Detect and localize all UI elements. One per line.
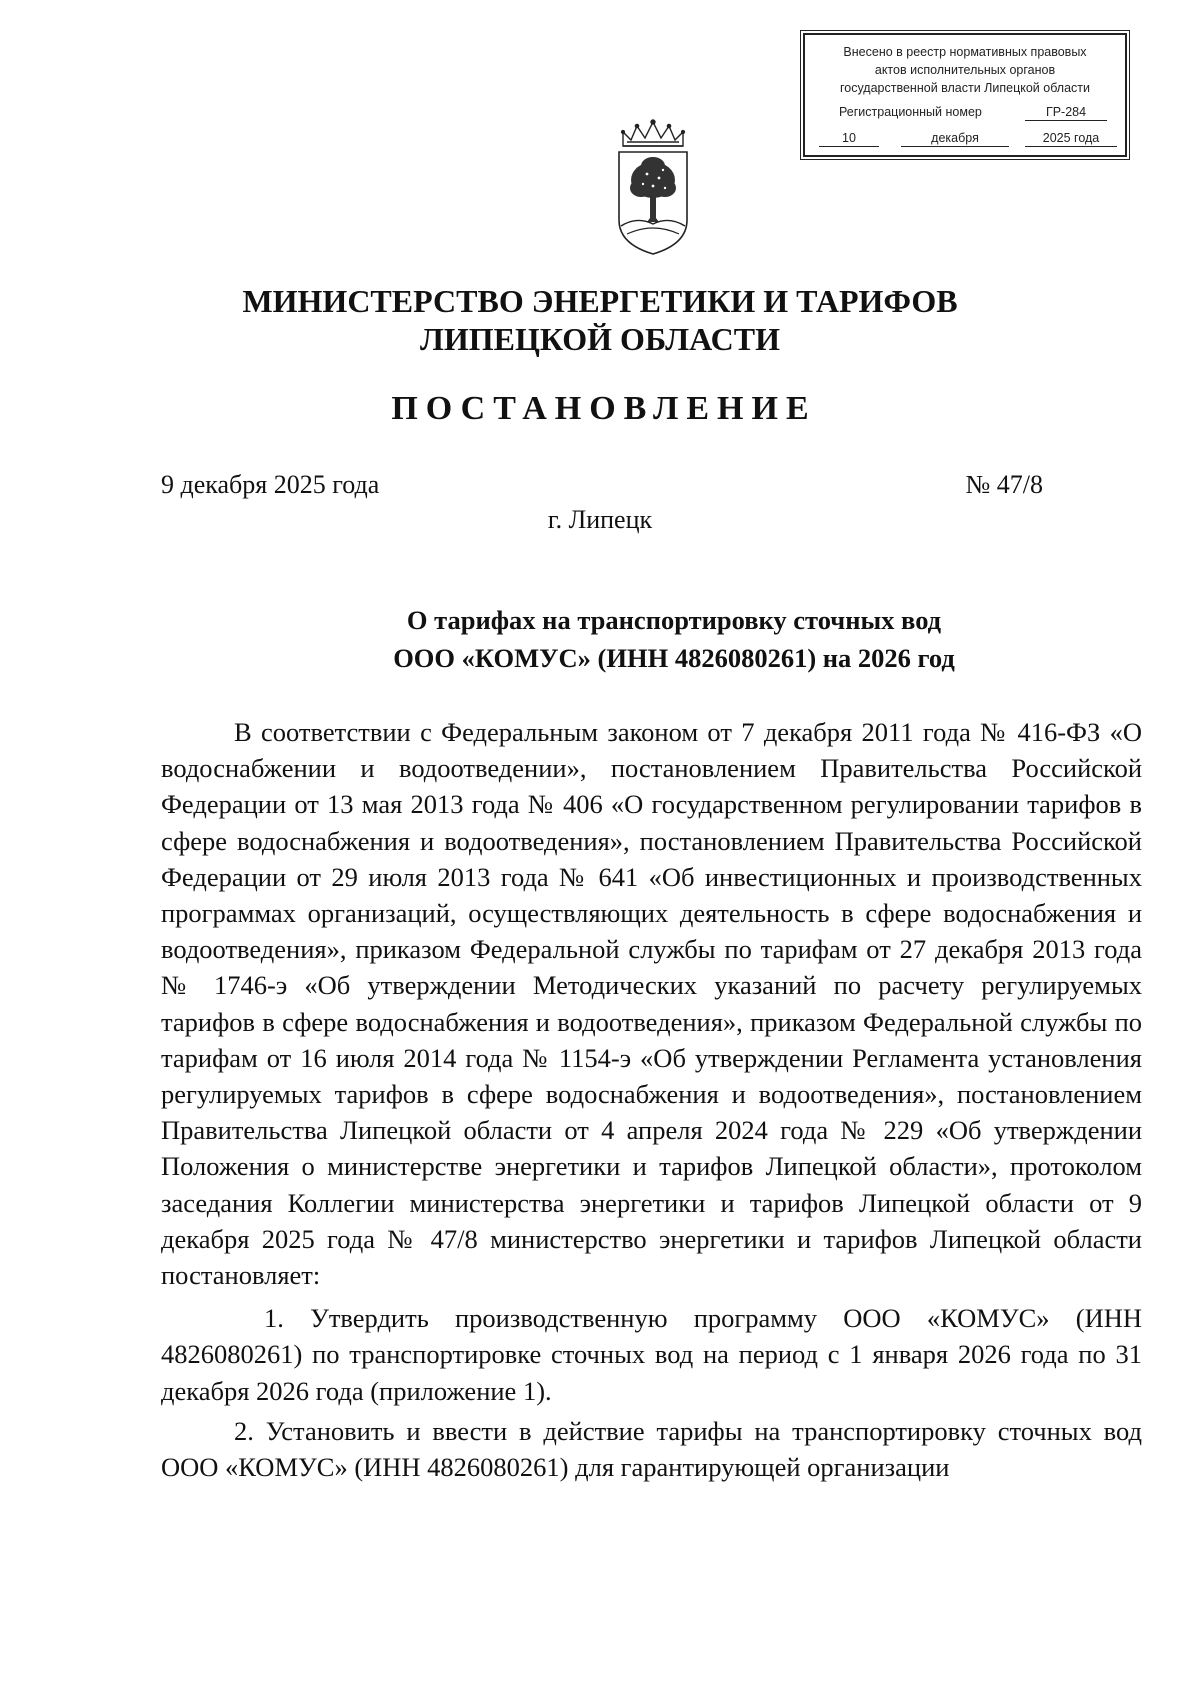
ministry-line-1: МИНИСТЕРСТВО ЭНЕРГЕТИКИ И ТАРИФОВ [242, 283, 958, 319]
coat-of-arms-icon [613, 118, 693, 258]
item-1-paragraph: 1. Утвердить производственную программу ООО «КОМУС» (ИНН 4826080261) по транспортировке сточных вод на период с 1 января 2026 года по 31 декабря 2026 года (приложение 1). [161, 1303, 1142, 1406]
stamp-line-3: государственной власти Липецкой области [839, 81, 1091, 95]
document-body [161, 714, 1142, 1485]
document-date: 9 декабря 2025 года [161, 470, 380, 499]
stamp-reg-label: Регистрационный номер [839, 105, 982, 119]
stamp-reg-number: ГР-284 [1025, 104, 1107, 121]
ministry-name [0, 282, 1200, 358]
ministry-line-2: ЛИПЕЦКОЙ ОБЛАСТИ [420, 321, 780, 357]
stamp-month: декабря [901, 130, 1009, 147]
document-city: г. Липецк [547, 505, 653, 534]
subject-line-1: О тарифах на транспортировку сточных вод [406, 605, 942, 635]
document-subject [160, 601, 1048, 677]
document-number: № 47/8 [965, 470, 1043, 499]
registry-stamp [803, 33, 1127, 157]
preamble-paragraph: В соответствии с Федеральным законом от 7 декабря 2011 года № 416-ФЗ «О водоснабжении и водоотведении», постановлением Правительства Российской Федерации от 13 мая 2013 года № 406 «О государственном регулировании тарифов в сфере водоснабжения и водоотведения», постановлением Правительства Российской Федерации от 29 июля 2013 года № 641 «Об инвестиционных и производственных программах организаций, осуществляющих деятельность в сфере водоснабжения и водоотведения», приказом Федеральной службы по тарифам от 27 декабря 2013 года № 1746-э «Об утверждении Методических указаний по расчету регулируемых тарифов в сфере водоснабжения и водоотведения», приказом Федеральной службы по тарифам от 16 июля 2014 года № 1154-э «Об утверждении Регламента установления регулируемых тарифов в сфере водоснабжения и водоотведения», постановлением Правительства Липецкой области от 4 апреля 2024 года № 229 «Об утверждении Положения о министерстве энергетики и тарифов Липецкой области», протоколом заседания Коллегии министерства энергетики и тарифов Липецкой области от 9 декабря 2025 года № 47/8 министерство энергетики и тарифов Липецкой области постановляет: [161, 717, 1142, 1291]
subject-line-2: ООО «КОМУС» (ИНН 4826080261) на 2026 год [393, 643, 955, 673]
stamp-line-2: актов исполнительных органов [874, 63, 1056, 77]
stamp-heading [805, 35, 1125, 97]
stamp-line-1: Внесено в реестр нормативных правовых [843, 45, 1087, 59]
document-type-title: ПОСТАНОВЛЕНИЕ [391, 390, 817, 427]
stamp-day: 10 [819, 130, 879, 147]
stamp-year: 2025 года [1025, 130, 1117, 147]
item-2-paragraph: 2. Установить и ввести в действие тарифы на транспортировку сточных вод ООО «КОМУС» (ИНН 4826080261) для гарантирующей организации [161, 1415, 1142, 1483]
